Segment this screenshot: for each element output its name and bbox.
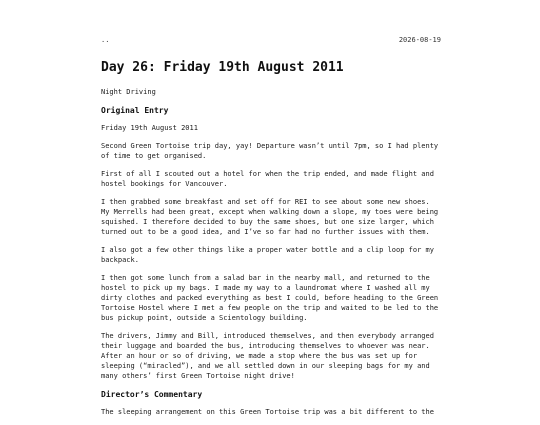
parent-directory-link[interactable]: ..	[101, 36, 110, 44]
entry-paragraph: Second Green Tortoise trip day, yay! Departure wasn’t until 7pm, so I had plenty of time to get organised.	[101, 142, 439, 160]
entry-paragraph: I also got a few other things like a proper water bottle and a clip loop for my backpack.	[101, 246, 434, 264]
entry-paragraph: I then grabbed some breakfast and set off for REI to see about some new shoes. My Merrells had been great, except when walking down a slope, my toes were being squished. I therefore decided to buy the same shoes, but one size larger, which turned out to be a good idea, and I’ve so far had no further issues with them.	[101, 198, 439, 236]
entry-paragraph: The drivers, Jimmy and Bill, introduced themselves, and then everybody arranged their luggage and boarded the bus, introducing themselves to whoever was near. After an hour or so of driving, we made a stop where the bus was set up for sleeping (“miracled”), and we all settled down in our sleeping bags for my and many others’ first Green Tortoise night drive!	[101, 332, 434, 380]
page-subtitle: Night Driving	[101, 88, 156, 96]
article-body	[101, 105, 441, 425]
page-title: Day 26: Friday 19th August 2011	[101, 60, 344, 75]
directors-commentary-section	[101, 389, 441, 417]
original-entry-heading: Original Entry	[101, 106, 169, 115]
entry-date: Friday 19th August 2011	[101, 124, 198, 132]
original-entry-section	[101, 105, 441, 381]
entry-paragraph: I then got some lunch from a salad bar in the nearby mall, and returned to the hostel to pick up my bags. I made my way to a laundromat where I washed all my dirty clothes and packed everything as best I could, before heading to the Green Tortoise Hostel where I met a few people on the trip and waited to be led to the bus pickup point, outside a Scientology building.	[101, 274, 439, 322]
directors-commentary-heading: Director’s Commentary	[101, 390, 203, 399]
entry-paragraph: First of all I scouted out a hotel for when the trip ended, and made flight and hostel bookings for Vancouver.	[101, 170, 434, 188]
date-stamp: 2026-08-19	[398, 36, 441, 44]
commentary-paragraph: The sleeping arrangement on this Green Tortoise trip was a bit different to the	[101, 408, 434, 416]
